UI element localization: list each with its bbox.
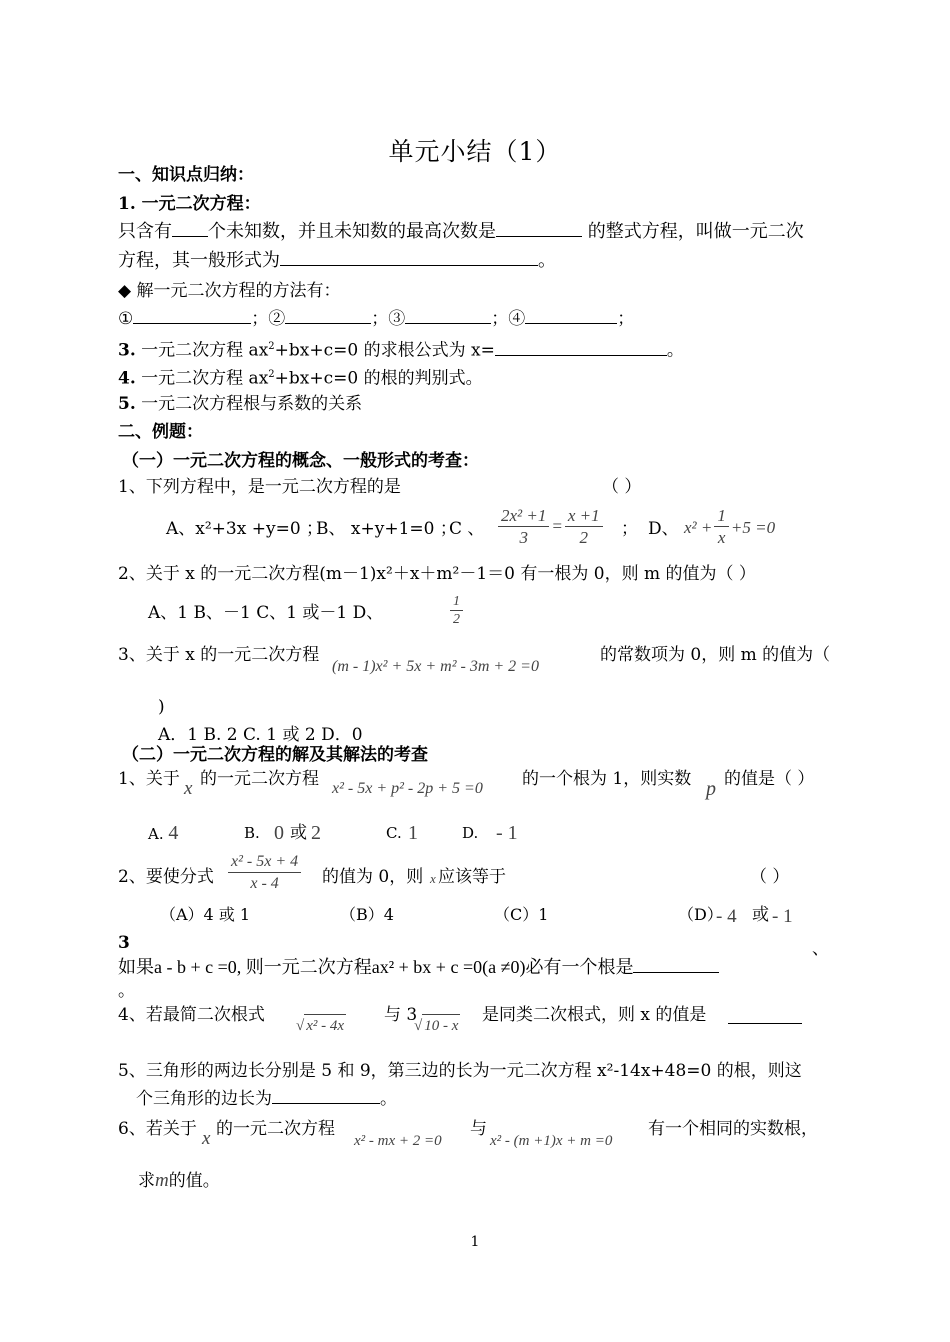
knowledge-item-3: 3. 一元二次方程 $ax^2+bx+c=0$ 的求根公式为 x= 。 bbox=[118, 340, 684, 361]
question-r3-end: 。 bbox=[118, 981, 135, 1001]
knowledge-line-2: 方程，其一般形式为 。 bbox=[118, 250, 556, 271]
knowledge-item-4: 4. 一元二次方程 $ax^2+bx+c=0$ 的根的判别式。 bbox=[118, 368, 483, 389]
fill-blank[interactable] bbox=[272, 1088, 380, 1104]
option-d-math: x² + $\frac{1}{x}$ +5 =0 bbox=[684, 506, 776, 547]
question-r3-comma: 、 bbox=[812, 939, 829, 959]
question-2: 2、关于 x 的一元二次方程(m－1)x²＋x＋m²－1＝0 有一根为 0，则 m 的值为（ ） bbox=[118, 564, 756, 584]
knowledge-item-1: 1. 一元二次方程： bbox=[118, 194, 261, 214]
option-d-label[interactable]: D、 bbox=[648, 519, 679, 539]
fill-blank[interactable] bbox=[285, 308, 371, 324]
part-heading-1: （一）一元二次方程的概念、一般形式的考查： bbox=[122, 451, 479, 471]
fill-blank[interactable] bbox=[525, 308, 617, 324]
question-r5-line2: 个三角形的边长为 。 bbox=[136, 1089, 397, 1109]
question-1: 1、下列方程中，是一元二次方程的是 （ ） bbox=[118, 477, 642, 497]
question-r1-options: A. 4 B. 0 或 2 C. 1 D. - 1 bbox=[148, 822, 518, 844]
fill-blank[interactable] bbox=[133, 308, 251, 324]
question-r4: 4、若最简二次根式 √ x² - 4x 与 3 √ 10 - x 是同类二次根式，则 x 的值是 bbox=[118, 1004, 265, 1040]
option-c-label[interactable]: C 、 bbox=[449, 519, 485, 539]
knowledge-line-1: 只含有 个未知数，并且未知数的最高次数是 的整式方程，叫做一元二次 bbox=[118, 221, 804, 242]
question-r5: 5、三角形的两边长分别是 5 和 9，第三边的长为一元二次方程 x²-14x+48=0 的根，则这 bbox=[118, 1061, 802, 1081]
knowledge-item-5: 5. 一元二次方程根与系数的关系 bbox=[118, 394, 363, 414]
question-r6: 6、若关于 x 的一元二次方程 x² - mx + 2 =0 与 x² - (m +1)x + m =0 有一个相同的实数根， bbox=[118, 1119, 818, 1149]
option-d-fraction: $\frac{1}{2}$ bbox=[450, 594, 463, 629]
option-b[interactable]: B、 x+y+1=0 ； bbox=[316, 519, 457, 539]
question-r3: 如果a - b + c =0, 则一元二次方程ax² + bx + c =0(a ≠0)必有一个根是 bbox=[118, 956, 719, 979]
page-number: 1 bbox=[470, 1234, 480, 1250]
question-r1: 1、关于 x 的一元二次方程 x² - 5x + p² - 2p + 5 =0 的一个根为 1，则实数 p 的值是（ ） bbox=[118, 769, 815, 800]
section-heading-examples: 二、例题： bbox=[118, 422, 203, 442]
question-3: 3、关于 x 的一元二次方程 (m - 1)x² + 5x + m² - 3m + 2 =0 的常数项为 0，则 m 的值为（ bbox=[118, 645, 831, 675]
fill-blank[interactable] bbox=[495, 340, 667, 356]
r2-fraction: $\frac{\text{x² - 5x + 4}}{x - 4}$ bbox=[228, 852, 301, 895]
fill-blank[interactable] bbox=[280, 250, 538, 266]
methods-blanks: ① ；② ；③ ；④ ； bbox=[118, 309, 635, 329]
fill-blank[interactable] bbox=[728, 1008, 802, 1024]
fill-blank[interactable] bbox=[633, 957, 719, 973]
page-title: 单元小结（1） bbox=[388, 137, 562, 166]
question-r3-number: 3 bbox=[118, 933, 130, 953]
option-c-math: $\frac{\text{2x² +1}}{3}$ = $\frac{x +1}{2}$ bbox=[496, 506, 605, 549]
r4-radical-1: √ x² - 4x bbox=[296, 1014, 346, 1037]
question-3-paren: ) bbox=[158, 697, 165, 717]
question-r6-line2: 求m的值。 bbox=[138, 1170, 220, 1191]
question-r2-options: （A）4 或 1 （B）4 （C）1 （D） - 4 或 - 1 bbox=[160, 905, 793, 927]
question-3-options: A．1 B. 2 C. 1 或 2 D．0 bbox=[158, 725, 363, 745]
r4-radical-2: √ 10 - x bbox=[414, 1014, 460, 1037]
methods-heading: ◆ 解一元二次方程的方法有： bbox=[118, 281, 341, 301]
fill-blank[interactable] bbox=[405, 308, 491, 324]
fill-blank[interactable] bbox=[496, 221, 582, 237]
part-heading-2: （二）一元二次方程的解及其解法的考查 bbox=[122, 745, 428, 765]
option-a[interactable]: A、x²+3x +y=0 ； bbox=[166, 519, 324, 539]
section-heading-knowledge: 一、知识点归纳： bbox=[118, 165, 254, 185]
fill-blank[interactable] bbox=[172, 221, 208, 237]
